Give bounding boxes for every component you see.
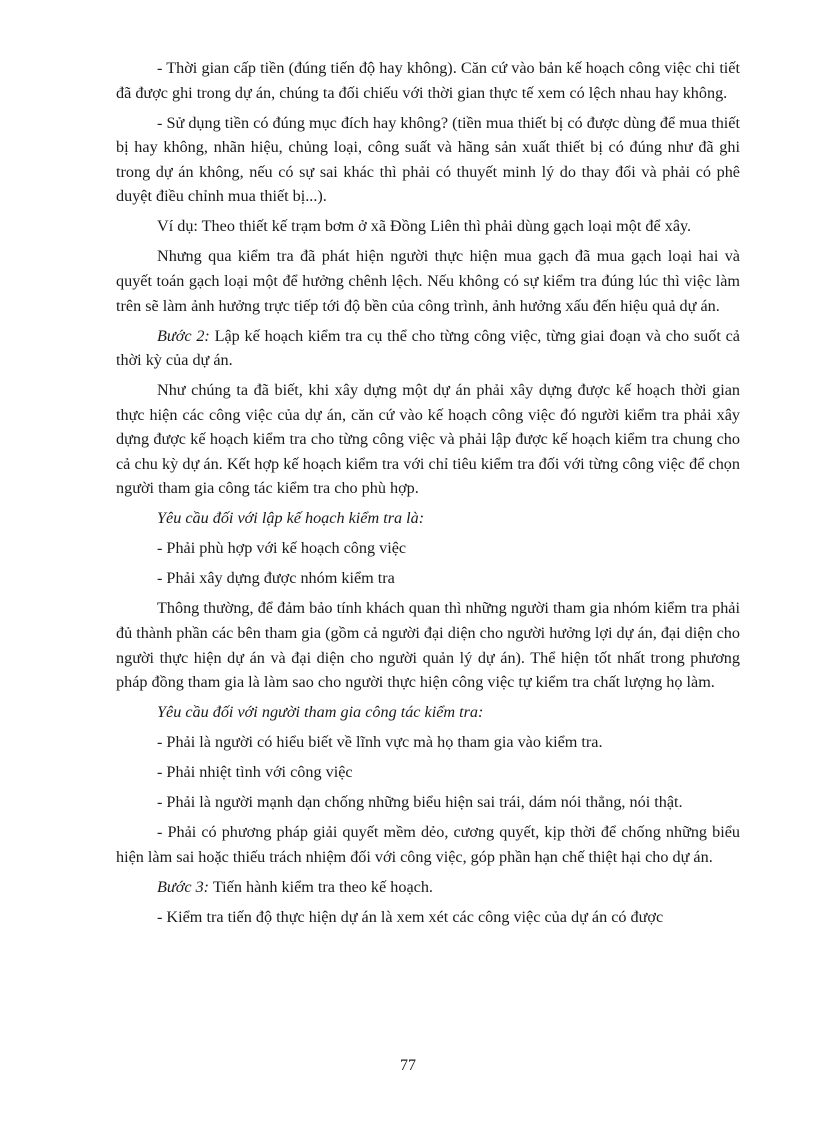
step-paragraph — [116, 324, 740, 373]
step-label: Bước 2: — [157, 326, 210, 345]
step-label: Bước 3: — [157, 877, 210, 896]
page-body — [116, 56, 740, 935]
list-item: - Phải xây dựng được nhóm kiểm tra — [157, 569, 395, 588]
paragraph: - Sử dụng tiền có đúng mục đích hay không? (tiền mua thiết bị có được dùng để mua thiết bị hay không, nhãn hiệu, chủng loại, công suất và hãng sản xuất thiết bị có đúng như đã ghi trong dự án không, nếu có sự sai khác thì phải có thuyết minh lý do thay đổi và phải có phê duyệt điều chỉnh mua thiết bị...). — [116, 113, 740, 206]
list-item: - Phải là người mạnh dạn chống những biểu hiện sai trái, dám nói thẳng, nói thật. — [157, 793, 683, 812]
step-text: Tiến hành kiểm tra theo kế hoạch. — [209, 877, 433, 896]
step-text: Lập kế hoạch kiểm tra cụ thể cho từng công việc, từng giai đoạn và cho suốt cả thời kỳ của dự án. — [116, 326, 740, 370]
step-paragraph — [116, 875, 740, 900]
list-item: - Phải nhiệt tình với công việc — [157, 763, 353, 782]
list-item: - Phải có phương pháp giải quyết mềm dẻo, cương quyết, kịp thời để chống những biểu hiện làm sai hoặc thiếu trách nhiệm đối với công việc, góp phần hạn chế thiệt hại cho dự án. — [116, 823, 740, 866]
list-item: - Phải là người có hiểu biết về lĩnh vực mà họ tham gia vào kiểm tra. — [157, 733, 603, 752]
paragraph: Như chúng ta đã biết, khi xây dựng một dự án phải xây dựng được kế hoạch thời gian thực hiện các công việc của dự án, căn cứ vào kế hoạch công việc đó người kiểm tra phải xây dựng được kế hoạch kiểm tra cho từng công việc và phải lập được kế hoạch kiểm tra chung cho cả chu kỳ dự án. Kết hợp kế hoạch kiểm tra với chỉ tiêu kiểm tra đối với từng công việc để chọn người tham gia công tác kiểm tra cho phù hợp. — [116, 381, 740, 498]
list-item: - Phải phù hợp với kế hoạch công việc — [157, 539, 407, 558]
paragraph: Thông thường, để đảm bảo tính khách quan thì những người tham gia nhóm kiểm tra phải đủ thành phần các bên tham gia (gồm cả người đại diện cho người hưởng lợi dự án, đại diện cho người thực hiện dự án và đại diện cho người quản lý dự án). Thể hiện tốt nhất trong phương pháp đồng tham gia là làm sao cho người thực hiện công việc tự kiểm tra chất lượng họ làm. — [116, 599, 740, 692]
italic-heading: Yêu cầu đối với người tham gia công tác kiểm tra: — [157, 703, 484, 722]
paragraph: - Thời gian cấp tiền (đúng tiến độ hay không). Căn cứ vào bản kế hoạch công việc chi tiết đã được ghi trong dự án, chúng ta đối chiếu với thời gian thực tế xem có lệch nhau hay không. — [116, 59, 740, 102]
page-number: 77 — [400, 1057, 416, 1074]
italic-heading: Yêu cầu đối với lập kế hoạch kiểm tra là: — [157, 509, 425, 528]
paragraph: Ví dụ: Theo thiết kế trạm bơm ở xã Đồng Liên thì phải dùng gạch loại một để xây. — [157, 217, 692, 236]
list-item: - Kiểm tra tiến độ thực hiện dự án là xem xét các công việc của dự án có được — [157, 907, 664, 926]
paragraph: Nhưng qua kiểm tra đã phát hiện người thực hiện mua gạch đã mua gạch loại hai và quyết toán gạch loại một để hưởng chênh lệch. Nếu không có sự kiểm tra đúng lúc thì việc làm trên sẽ làm ảnh hưởng trực tiếp tới độ bền của công trình, ảnh hưởng xấu đến hiệu quả dự án. — [116, 247, 740, 315]
